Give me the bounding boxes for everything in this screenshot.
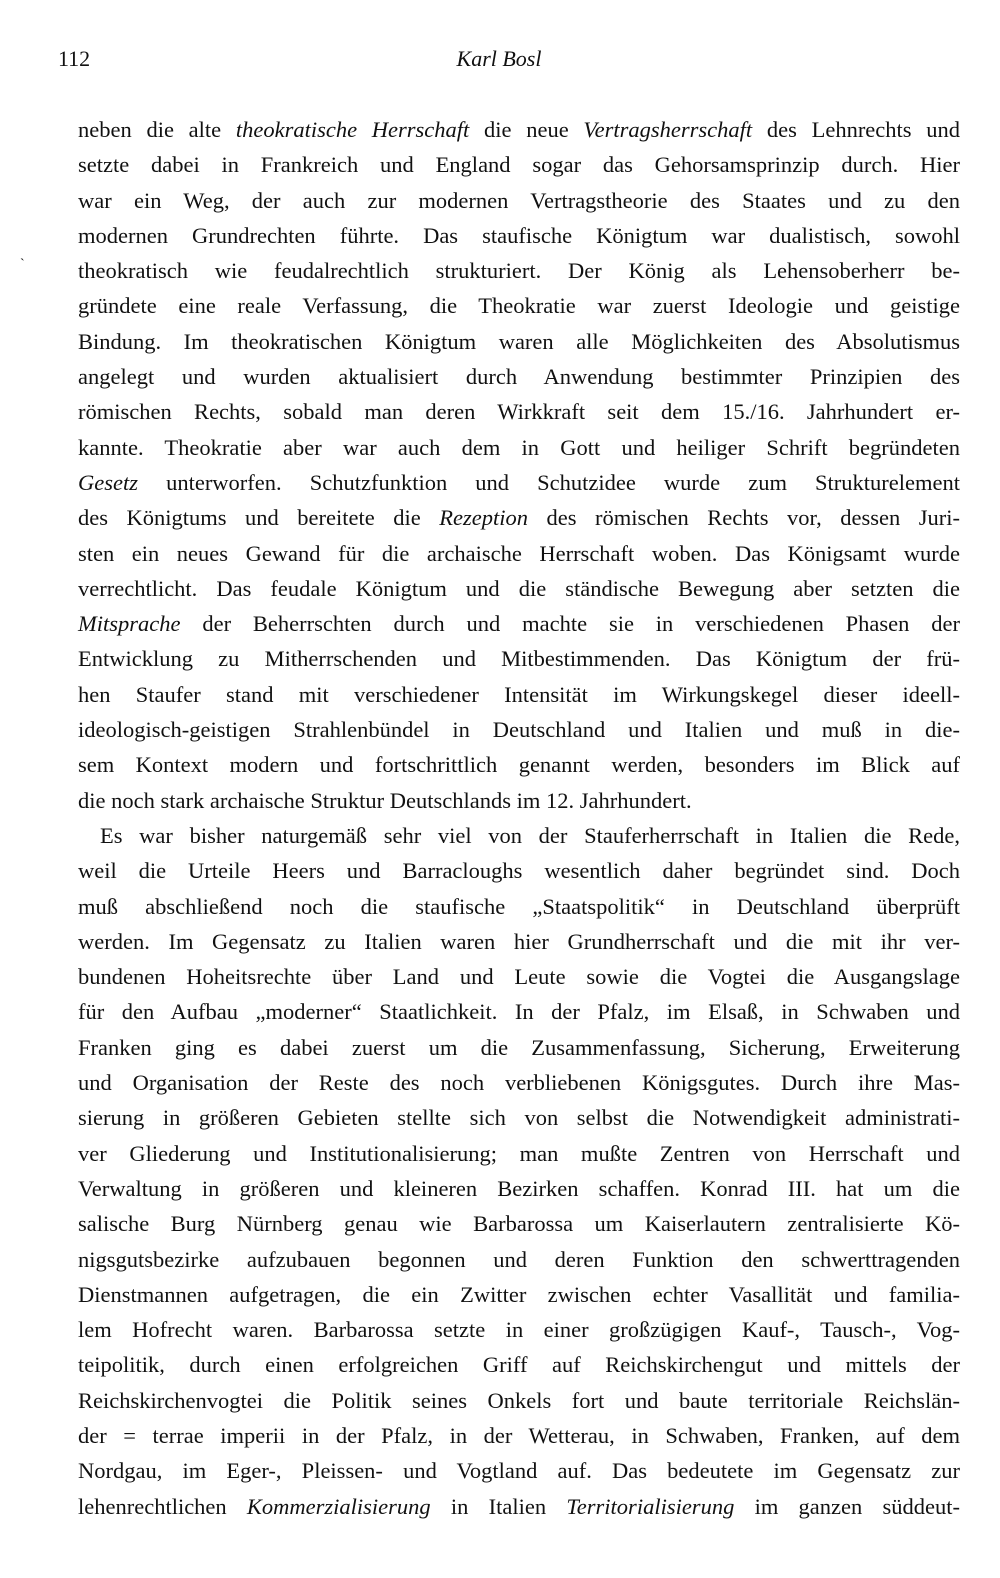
- text-line: [78, 1100, 960, 1135]
- text-line: [78, 677, 960, 712]
- text-line: [78, 1453, 960, 1488]
- text-line: [78, 571, 960, 606]
- text-line: [78, 818, 960, 853]
- text-line: [78, 430, 960, 465]
- text-run: sierung in größeren Gebieten stellte sich von selbst die Notwendigkeit administrati-: [78, 1105, 960, 1131]
- text-run: des Königtums und bereitete die: [78, 505, 440, 531]
- text-run: Dienstmannen aufgetragen, die ein Zwitter zwischen echter Vasallität und familia-: [78, 1281, 960, 1307]
- text-line: [78, 1136, 960, 1171]
- text-line: [78, 1418, 960, 1453]
- text-run: sten ein neues Gewand für die archaische Herrschaft woben. Das Königsamt wurde: [78, 540, 960, 566]
- text-run: nigsgutsbezirke aufzubauen begonnen und deren Funktion den schwerttragenden: [78, 1246, 960, 1272]
- text-run: Franken ging es dabei zuerst um die Zusammenfassung, Sicherung, Erweiterung: [78, 1034, 960, 1060]
- text-line: [78, 1277, 960, 1312]
- text-line: [78, 183, 960, 218]
- italic-term: Rezeption: [439, 505, 528, 531]
- text-line: [78, 359, 960, 394]
- text-line: [78, 1171, 960, 1206]
- text-line: [78, 889, 960, 924]
- italic-term: Kommerzialisierung: [246, 1493, 431, 1519]
- text-run: für den Aufbau „moderner“ Staatlichkeit. In der Pfalz, im Elsaß, in Schwaben und: [78, 999, 960, 1025]
- text-line: [78, 112, 960, 147]
- text-run: salische Burg Nürnberg genau wie Barbarossa um Kaiserlautern zentralisierte Kö-: [78, 1211, 960, 1237]
- text-run: bundenen Hoheitsrechte über Land und Leute sowie die Vogtei die Ausgangslage: [78, 964, 960, 990]
- text-run: Verwaltung in größeren und kleineren Bezirken schaffen. Konrad III. hat um die: [78, 1175, 960, 1201]
- text-line: [78, 394, 960, 429]
- text-run: theokratisch wie feudalrechtlich strukturiert. Der König als Lehensoberherr be-: [78, 258, 960, 284]
- text-line: [78, 1347, 960, 1382]
- text-line: [78, 1030, 960, 1065]
- text-run: der = terrae imperii in der Pfalz, in der Wetterau, in Schwaben, Franken, auf dem: [78, 1422, 960, 1448]
- text-run: teipolitik, durch einen erfolgreichen Griff auf Reichskirchengut und mittels der: [78, 1352, 960, 1378]
- text-line: [78, 747, 960, 782]
- text-run: lem Hofrecht waren. Barbarossa setzte in einer großzügigen Kauf-, Tausch-, Vog-: [78, 1317, 960, 1343]
- text-run: kannte. Theokratie aber war auch dem in Gott und heiliger Schrift begründeten: [78, 434, 960, 460]
- text-run: der Beherrschten durch und machte sie in verschiedenen Phasen der: [180, 611, 960, 637]
- running-head: [58, 40, 940, 80]
- text-line: [78, 536, 960, 571]
- text-line: [78, 1312, 960, 1347]
- text-run: hen Staufer stand mit verschiedener Intensität im Wirkungskegel dieser ideell-: [78, 681, 960, 707]
- text-run: gründete eine reale Verfassung, die Theokratie war zuerst Ideologie und geistige: [78, 293, 960, 319]
- italic-term: Vertragsherrschaft: [583, 117, 753, 142]
- text-line: [78, 783, 960, 818]
- text-line: [78, 218, 960, 253]
- text-run: ver Gliederung und Institutionalisierung; man mußte Zentren von Herrschaft und: [78, 1140, 960, 1166]
- text-run: war ein Weg, der auch zur modernen Vertragstheorie des Staates und zu den: [78, 187, 960, 213]
- text-run: verrechtlicht. Das feudale Königtum und die ständische Bewegung aber setzten die: [78, 575, 960, 601]
- text-line: [78, 465, 960, 500]
- italic-term: Territorialisierung: [566, 1493, 735, 1519]
- text-run: römischen Rechts, sobald man deren Wirkkraft seit dem 15./16. Jahrhundert er-: [78, 399, 960, 425]
- text-line: [78, 1383, 960, 1418]
- text-run: setzte dabei in Frankreich und England sogar das Gehorsamsprinzip durch. Hier: [78, 152, 960, 178]
- text-run: angelegt und wurden aktualisiert durch Anwendung bestimmter Prinzipien des: [78, 364, 960, 390]
- text-run: neben die alte: [78, 117, 236, 142]
- text-run: Es war bisher naturgemäß sehr viel von der Stauferherrschaft in Italien die Rede,: [100, 822, 960, 848]
- text-line: [78, 1065, 960, 1100]
- text-run: weil die Urteile Heers und Barracloughs wesentlich daher begründet sind. Doch: [78, 858, 960, 884]
- text-run: des Lehnrechts und: [752, 117, 961, 142]
- text-line: [78, 994, 960, 1029]
- text-line: [78, 1206, 960, 1241]
- text-run: muß abschließend noch die staufische „Staatspolitik“ in Deutschland überprüft: [78, 893, 960, 919]
- page-number: 112: [58, 46, 91, 71]
- text-line: [78, 500, 960, 535]
- text-run: Entwicklung zu Mitherrschenden und Mitbestimmenden. Das Königtum der frü-: [78, 646, 960, 672]
- text-run: unterworfen. Schutzfunktion und Schutzidee wurde zum Strukturelement: [138, 469, 960, 495]
- text-run: Reichskirchenvogtei die Politik seines Onkels fort und baute territoriale Reichslän-: [78, 1387, 960, 1413]
- text-line: [78, 924, 960, 959]
- text-run: Bindung. Im theokratischen Königtum waren alle Möglichkeiten des Absolutismus: [78, 328, 960, 354]
- text-line: [78, 147, 960, 182]
- text-run: die neue: [469, 117, 584, 142]
- text-run: sem Kontext modern und fortschrittlich genannt werden, besonders im Blick auf: [78, 752, 960, 778]
- text-line: [78, 253, 960, 288]
- text-line: [78, 712, 960, 747]
- margin-mark: `: [20, 257, 25, 272]
- text-line: [78, 1242, 960, 1277]
- text-run: lehenrechtlichen: [78, 1493, 247, 1519]
- text-run: im ganzen süddeut-: [734, 1493, 960, 1519]
- text-line: [78, 641, 960, 676]
- text-run: die noch stark archaische Struktur Deutschlands im 12. Jahrhundert.: [78, 787, 692, 813]
- text-run: modernen Grundrechten führte. Das staufische Königtum war dualistisch, sowohl: [78, 222, 960, 248]
- text-run: werden. Im Gegensatz zu Italien waren hier Grundherrschaft und die mit ihr ver-: [78, 928, 960, 954]
- italic-term: Gesetz: [78, 469, 138, 495]
- text-line: [78, 1489, 960, 1524]
- text-run: und Organisation der Reste des noch verbliebenen Königsgutes. Durch ihre Mas-: [78, 1070, 960, 1096]
- text-line: [78, 288, 960, 323]
- text-run: des römischen Rechts vor, dessen Juri-: [528, 505, 960, 531]
- text-line: [78, 606, 960, 641]
- body-text: [78, 112, 960, 1524]
- running-head-author: Karl Bosl: [456, 46, 542, 71]
- text-run: Nordgau, im Eger-, Pleissen- und Vogtland auf. Das bedeutete im Gegensatz zur: [78, 1458, 960, 1484]
- text-run: in Italien: [430, 1493, 567, 1519]
- text-run: ideologisch-geistigen Strahlenbündel in Deutschland und Italien und muß in die-: [78, 717, 960, 743]
- text-line: [78, 959, 960, 994]
- italic-term: Mitsprache: [78, 611, 181, 637]
- text-line: [78, 324, 960, 359]
- italic-term: theokratische Herrschaft: [235, 117, 470, 142]
- text-line: [78, 853, 960, 888]
